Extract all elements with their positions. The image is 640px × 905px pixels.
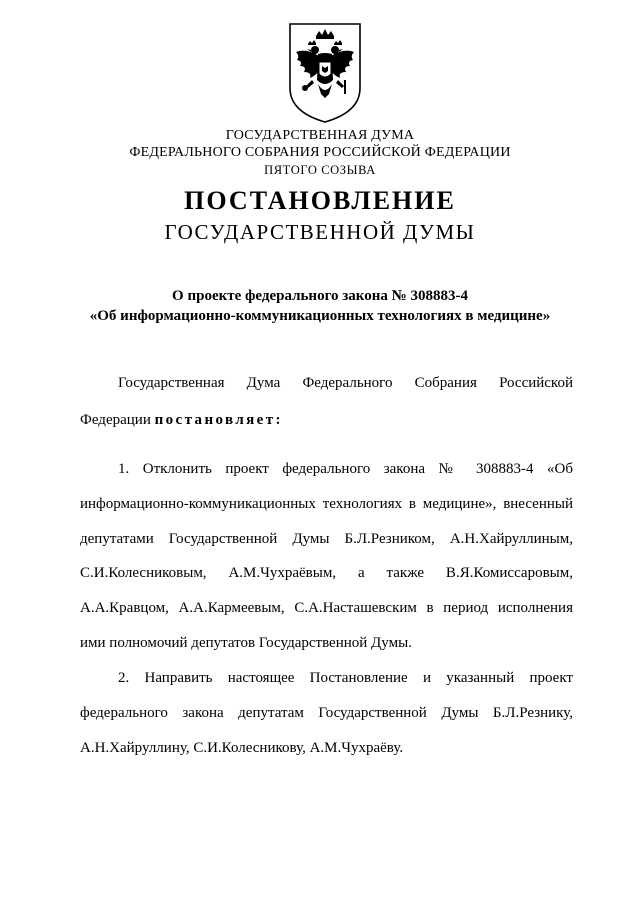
- subject-line-2: «Об информационно-коммуникационных технологиях в медицине»: [89, 308, 551, 324]
- document-type-title: ПОСТАНОВЛЕНИЕ: [184, 186, 456, 215]
- preamble-line-1: Государственная Дума Федерального Собрания Российской: [118, 375, 573, 391]
- item2-line-3: А.Н.Хайруллину, С.И.Колесникову, А.М.Чухраёву.: [80, 740, 404, 756]
- org-name-line-1: ГОСУДАРСТВЕННАЯ ДУМА: [225, 128, 415, 143]
- org-name-line-2: ФЕДЕРАЛЬНОГО СОБРАНИЯ РОССИЙСКОЙ ФЕДЕРАЦИИ: [129, 145, 511, 160]
- document-issuer: ГОСУДАРСТВЕННОЙ ДУМЫ: [164, 220, 476, 244]
- item1-line-1: 1. Отклонить проект федерального закона № 308883-4 «Об: [118, 461, 573, 477]
- item1-line-3: депутатами Государственной Думы Б.Л.Резником, А.Н.Хайруллиным,: [80, 531, 573, 547]
- item1-line-2: информационно-коммуникационных технологиях в медицине», внесенный: [80, 496, 573, 512]
- coat-of-arms-icon: [288, 22, 362, 124]
- item2-line-2: федерального закона депутатам Государственной Думы Б.Л.Резнику,: [80, 705, 573, 721]
- item2-line-1: 2. Направить настоящее Постановление и указанный проект: [118, 670, 573, 686]
- item1-line-4: С.И.Колесниковым, А.М.Чухраёвым, а также В.Я.Комиссаровым,: [80, 565, 573, 581]
- convocation-line: ПЯТОГО СОЗЫВА: [264, 163, 376, 177]
- resolves-word: постановляет:: [154, 412, 283, 428]
- item1-line-6: ими полномочий депутатов Государственной Думы.: [80, 635, 412, 651]
- item1-line-5: А.А.Кравцом, А.А.Кармеевым, С.А.Насташевским в период исполнения: [80, 600, 573, 616]
- preamble-line-2: [80, 411, 573, 429]
- preamble-line-2-start: Федерации: [80, 412, 155, 428]
- subject-line-1: О проекте федерального закона № 308883-4: [172, 288, 468, 304]
